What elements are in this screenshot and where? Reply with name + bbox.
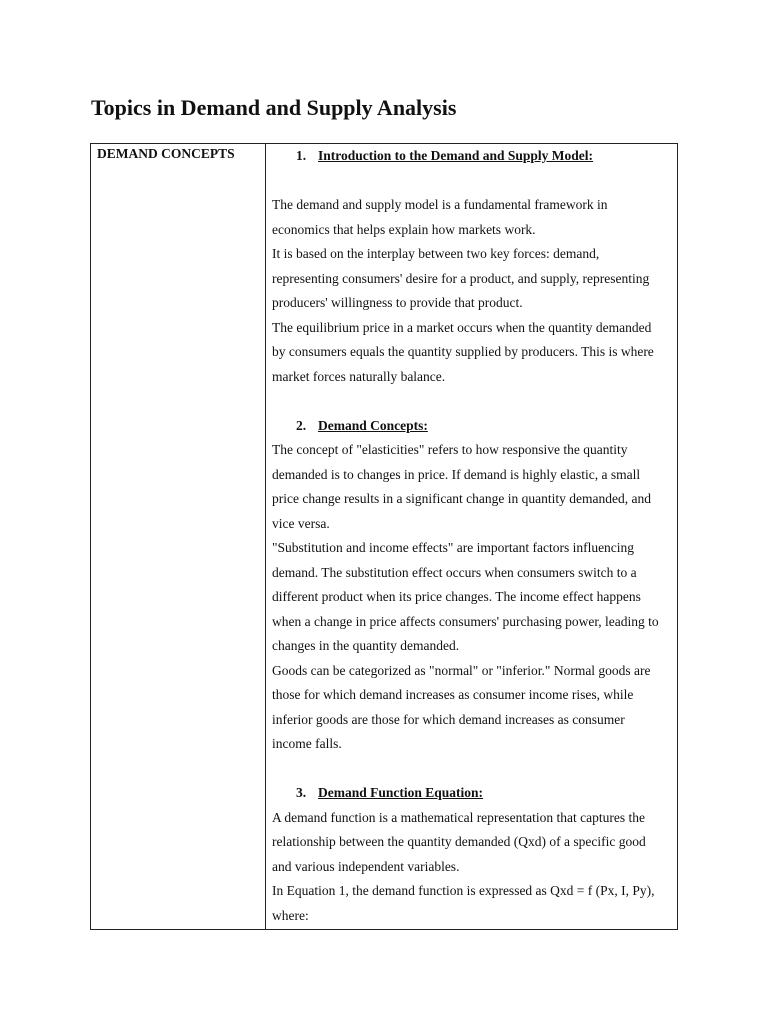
paragraph-line: It is based on the interplay between two key forces: demand, <box>272 246 600 261</box>
paragraph-line: relationship between the quantity demanded (Qxd) of a specific good <box>272 834 646 849</box>
paragraph-line: and various independent variables. <box>272 858 460 874</box>
paragraph-line: inferior goods are those for which demand increases as consumer <box>272 711 625 727</box>
section-number: 1. <box>296 148 307 163</box>
section-title: Introduction to the Demand and Supply Model: <box>318 148 594 163</box>
paragraph-line: those for which demand increases as consumer income rises, while <box>272 687 634 702</box>
paragraph-line: Goods can be categorized as "normal" or "inferior." Normal goods are <box>272 662 651 678</box>
section-title: Demand Function Equation: <box>318 785 484 800</box>
section-heading <box>272 414 672 439</box>
section-heading <box>272 144 672 169</box>
left-column-label: DEMAND CONCEPTS <box>97 146 235 161</box>
paragraph-line: The equilibrium price in a market occurs when the quantity demanded <box>272 319 652 335</box>
paragraph-line: income falls. <box>272 736 342 751</box>
document-title: Topics in Demand and Supply Analysis <box>91 95 457 120</box>
paragraph-line: by consumers equals the quantity supplied by producers. This is where <box>272 344 654 359</box>
paragraph-line: where: <box>272 907 309 923</box>
paragraph-line: representing consumers' desire for a product, and supply, representing <box>272 270 650 286</box>
paragraph-line: when a change in price affects consumers' purchasing power, leading to <box>272 613 659 629</box>
section-heading <box>272 781 672 806</box>
paragraph-line: The concept of "elasticities" refers to how responsive the quantity <box>272 442 628 457</box>
right-column-content <box>272 144 672 928</box>
paragraph-line: changes in the quantity demanded. <box>272 638 460 653</box>
section-number: 2. <box>296 417 307 433</box>
paragraph-line: demand. The substitution effect occurs when consumers switch to a <box>272 564 637 580</box>
section-title: Demand Concepts: <box>318 417 428 433</box>
paragraph-line: different product when its price changes. The income effect happens <box>272 589 641 604</box>
section-number: 3. <box>296 785 307 800</box>
paragraph-line: "Substitution and income effects" are important factors influencing <box>272 540 635 555</box>
paragraph-line: producers' willingness to provide that product. <box>272 295 523 310</box>
paragraph-line: demanded is to changes in price. If demand is highly elastic, a small <box>272 466 641 482</box>
paragraph-line: In Equation 1, the demand function is expressed as Qxd = f (Px, I, Py), <box>272 883 655 898</box>
column-divider <box>265 144 266 929</box>
paragraph-line: economics that helps explain how markets work. <box>272 221 536 237</box>
paragraph-line: vice versa. <box>272 515 330 531</box>
paragraph-line: A demand function is a mathematical representation that captures the <box>272 809 645 825</box>
paragraph-line: price change results in a significant change in quantity demanded, and <box>272 491 651 506</box>
paragraph-line: market forces naturally balance. <box>272 368 446 384</box>
paragraph-line: The demand and supply model is a fundamental framework in <box>272 197 608 212</box>
topics-table <box>90 143 678 930</box>
